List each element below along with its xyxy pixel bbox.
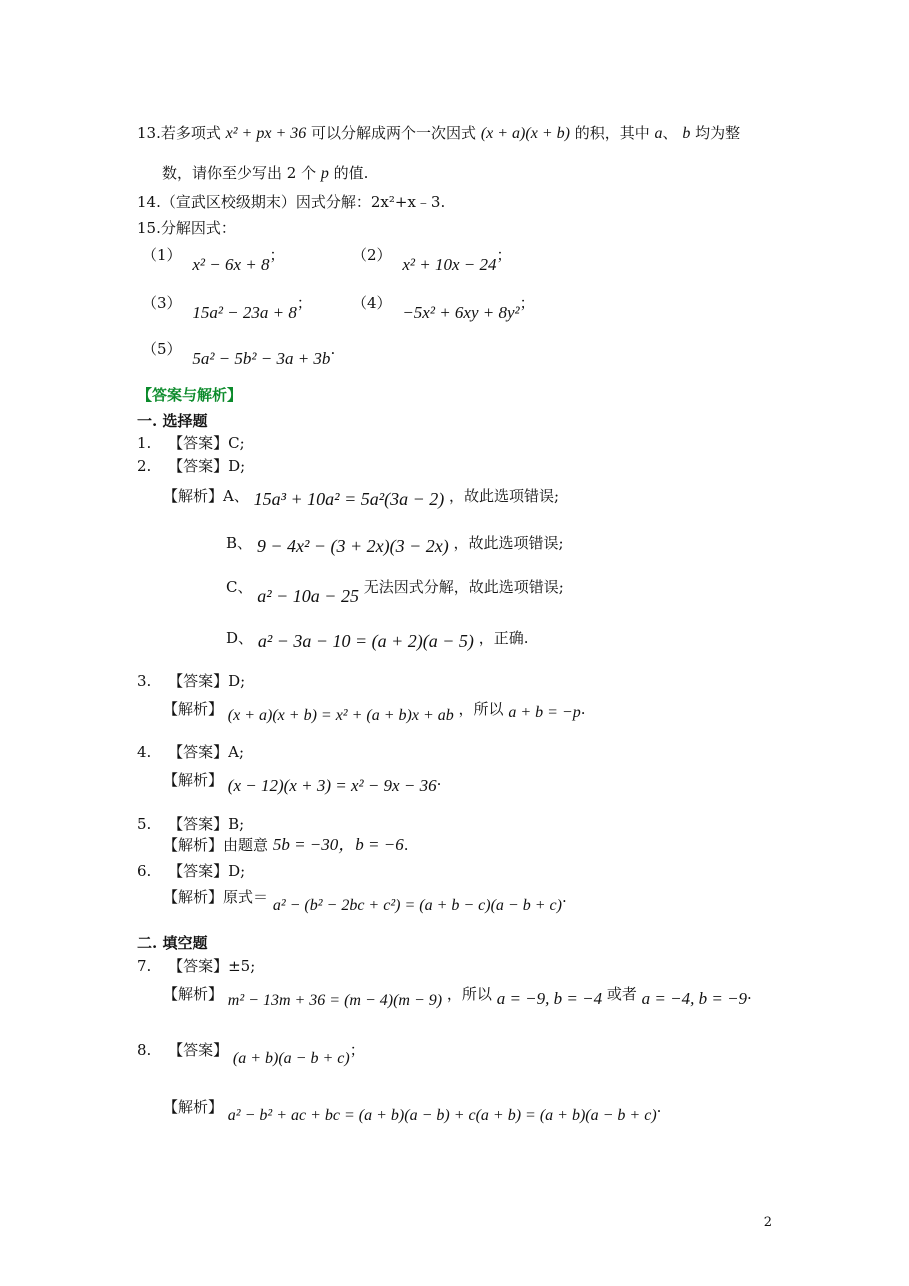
answer-7: 7. 【答案】±5; [137,957,256,975]
q15-title: 15.分解因式： [137,219,236,237]
q15-item-3: （3） 15a² − 23a + 8； [142,294,312,322]
section-fill: 二. 填空题 [137,934,208,952]
answer-6: 6. 【答案】D; [137,862,246,880]
answer-8-explain: 【解析】 a² − b² + ac + bc = (a + b)(a − b) + c(a + b) = (a + b)(a − b + c). [163,1098,662,1124]
q15-item-1: （1） x² − 6x + 8； [142,246,285,274]
q15-item-2: （2） x² + 10x − 24； [352,246,512,274]
section-choice: 一. 选择题 [137,412,208,430]
page-number: 2 [763,1215,772,1230]
answer-2-option-b: B、 9 − 4x² − (3 + 2x)(3 − 2x) ，故此选项错误; [226,534,564,556]
answer-5-explain: 【解析】由题意 5b = −30，b = −6. [163,835,409,854]
answer-1: 1. 【答案】C; [137,434,245,452]
q13-line2: 数，请你至少写出 2 个 p 的值. [162,164,369,182]
answer-2-option-a: 【解析】A、 15a³ + 10a² = 5a²(3a − 2) ，故此选项错误; [163,487,560,509]
q14-line: 14.（宣武区校级期末）因式分解：2x²+x﹣3. [137,193,446,211]
answer-2: 2. 【答案】D; [137,457,246,475]
q13-line1: 13.若多项式 x² + px + 36 可以分解成两个一次因式 (x + a)(x + b) 的积，其中 a、 b 均为整 [137,124,741,142]
answer-4-explain: 【解析】 (x − 12)(x + 3) = x² − 9x − 36. [163,771,442,795]
answer-7-explain: 【解析】 m² − 13m + 36 = (m − 4)(m − 9) ，所以 a = −9, b = −4 或者 a = −4, b = −9. [163,985,752,1009]
answer-2-option-c: C、 a² − 10a − 25 无法因式分解，故此选项错误; [226,578,564,606]
q13-polynomial: x² + px + 36 [225,125,307,142]
answer-2-option-d: D、 a² − 3a − 10 = (a + 2)(a − 5) ，正确. [226,629,529,651]
answer-6-explain: 【解析】原式＝ a² − (b² − 2bc + c²) = (a + b − c)(a − b + c). [163,888,567,914]
answer-4: 4. 【答案】A; [137,743,244,761]
q15-item-5: （5） 5a² − 5b² − 3a + 3b. [142,340,336,368]
answers-header: 【答案与解析】 [137,386,243,404]
q13-factors: (x + a)(x + b) [480,125,570,142]
answer-8: 8. 【答案】 (a + b)(a − b + c)； [137,1041,365,1067]
answer-5: 5. 【答案】B; [137,815,245,833]
q15-item-4: （4） −5x² + 6xy + 8y²； [352,294,535,322]
answer-3-explain: 【解析】 (x + a)(x + b) = x² + (a + b)x + ab ，所以 a + b = −p. [163,700,586,724]
answer-3: 3. 【答案】D; [137,672,246,690]
